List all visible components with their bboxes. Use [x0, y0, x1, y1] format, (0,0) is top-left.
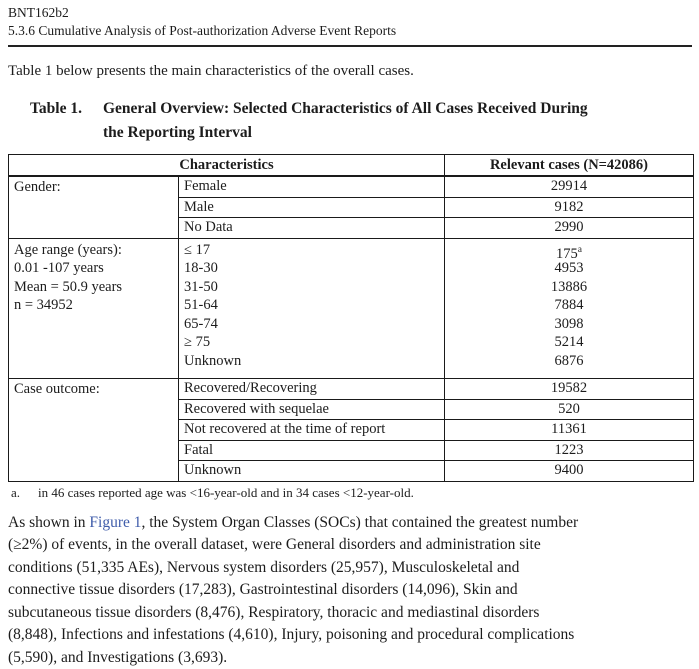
group-label-cell [9, 238, 179, 379]
closing-paragraph [8, 512, 692, 669]
paragraph-text: connective tissue disorders (17,283), Gastrointestinal disorders (14,096), Skin and [8, 581, 518, 598]
table-caption-text [103, 97, 588, 145]
value-cell: 1223 [445, 440, 694, 461]
value-line: 3098 [450, 315, 688, 334]
table-row [9, 379, 694, 400]
value-cell [445, 238, 694, 379]
paragraph-text: subcutaneous tissue disorders (8,476), Respiratory, thoracic and mediastinal disorders [8, 604, 539, 621]
table-footnote [8, 485, 692, 501]
characteristic-line: 31-50 [184, 278, 439, 297]
value-cell: 9182 [445, 197, 694, 218]
paragraph-line [8, 557, 692, 580]
value-line: 4953 [450, 259, 688, 278]
document-id: BNT162b2 [8, 4, 692, 22]
characteristic-cell: No Data [179, 218, 445, 239]
table-caption-line1: General Overview: Selected Characteristics of All Cases Received During [103, 97, 588, 121]
group-label-cell [9, 176, 179, 238]
document-header [8, 4, 692, 40]
characteristic-line: 65-74 [184, 315, 439, 334]
characteristic-cell: Male [179, 197, 445, 218]
characteristic-line: Unknown [184, 352, 439, 371]
figure-1-link[interactable]: Figure 1 [89, 514, 141, 531]
table-caption-line2: the Reporting Interval [103, 121, 588, 145]
paragraph-text: (5,590), and Investigations (3,693). [8, 649, 227, 666]
table-caption [8, 97, 692, 145]
group-label-line: 0.01 -107 years [14, 259, 173, 278]
value-cell: 29914 [445, 176, 694, 197]
paragraph-line [8, 647, 692, 669]
value-cell: 9400 [445, 461, 694, 482]
paragraph-text: conditions (51,335 AEs), Nervous system disorders (25,957), Musculoskeletal and [8, 559, 519, 576]
value-cell: 520 [445, 399, 694, 420]
characteristics-table [8, 154, 694, 482]
characteristic-line: 18-30 [184, 259, 439, 278]
paragraph-text: (8,848), Infections and infestations (4,610), Injury, poisoning and procedural complications [8, 626, 574, 643]
col-header-relevant-cases: Relevant cases (N=42086) [445, 155, 694, 177]
table-caption-label: Table 1. [30, 97, 103, 145]
characteristic-cell: Female [179, 176, 445, 197]
group-label-line: Age range (years): [14, 241, 173, 260]
characteristic-cell: Recovered/Recovering [179, 379, 445, 400]
group-label-line: Case outcome: [14, 380, 173, 400]
group-label-line: Gender: [14, 178, 173, 198]
col-header-characteristics: Characteristics [9, 155, 445, 177]
paragraph-text: , the System Organ Classes (SOCs) that contained the greatest number [141, 514, 578, 531]
group-label-line: Mean = 50.9 years [14, 278, 173, 297]
characteristic-cell: Recovered with sequelae [179, 399, 445, 420]
table-row [9, 238, 694, 379]
value-line: 6876 [450, 352, 688, 371]
characteristic-line: ≥ 75 [184, 333, 439, 352]
value-line: 7884 [450, 296, 688, 315]
characteristic-cell: Fatal [179, 440, 445, 461]
paragraph-text: As shown in [8, 514, 89, 531]
table-row [9, 176, 694, 197]
paragraph-line [8, 602, 692, 625]
characteristic-line: ≤ 17 [184, 241, 439, 260]
footnote-ref: a [578, 245, 582, 255]
value-cell: 2990 [445, 218, 694, 239]
table-header-row [9, 155, 694, 177]
intro-paragraph: Table 1 below presents the main characteristics of the overall cases. [8, 62, 692, 81]
paragraph-line [8, 512, 692, 535]
characteristic-cell: Not recovered at the time of report [179, 420, 445, 441]
characteristic-cell: Unknown [179, 461, 445, 482]
value-line: 5214 [450, 333, 688, 352]
value-cell: 19582 [445, 379, 694, 400]
table-body [9, 176, 694, 481]
footnote-marker: a. [11, 485, 38, 501]
value-line: 175$^a$ [450, 241, 688, 260]
paragraph-line [8, 534, 692, 557]
header-rule [8, 45, 692, 47]
value-cell: 11361 [445, 420, 694, 441]
footnote-text: in 46 cases reported age was <16-year-old and in 34 cases <12-year-old. [38, 485, 414, 501]
paragraph-line [8, 579, 692, 602]
section-heading: 5.3.6 Cumulative Analysis of Post-authorization Adverse Event Reports [8, 22, 692, 40]
paragraph-text: (≥2%) of events, in the overall dataset, were General disorders and administration site [8, 536, 541, 553]
group-label-cell [9, 379, 179, 482]
characteristic-cell [179, 238, 445, 379]
group-label-line: n = 34952 [14, 296, 173, 315]
paragraph-line [8, 624, 692, 647]
characteristic-line: 51-64 [184, 296, 439, 315]
value-line: 13886 [450, 278, 688, 297]
